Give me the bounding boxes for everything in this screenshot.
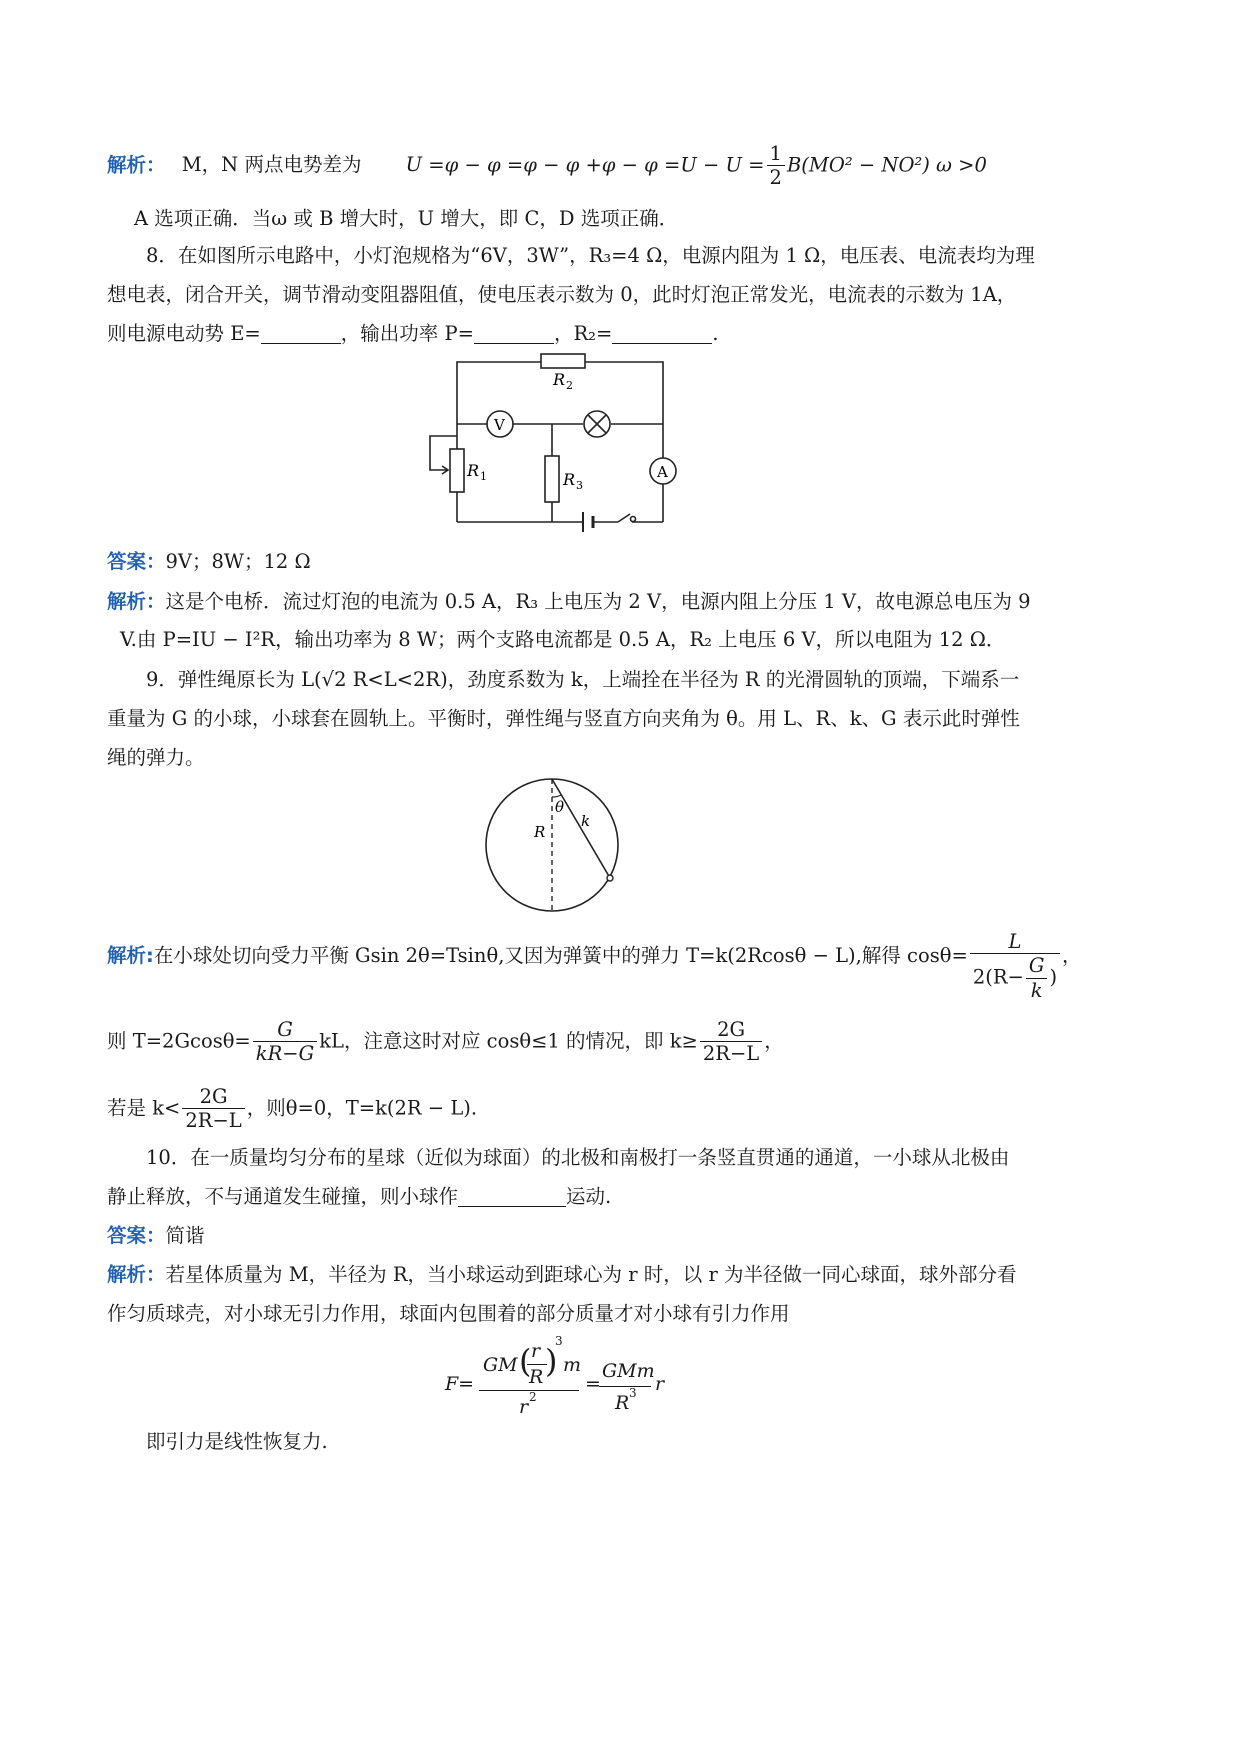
theta-label: θ bbox=[555, 798, 565, 816]
f-r: r bbox=[531, 1340, 541, 1362]
ring-figure bbox=[480, 770, 630, 920]
frac3-den: 2R−L bbox=[702, 1042, 760, 1066]
q10-analysis bbox=[107, 1253, 1147, 1297]
ammeter-label: A bbox=[657, 463, 668, 481]
q8-r2-label: ，R₂= bbox=[553, 322, 613, 345]
f-paren-left: ( bbox=[519, 1342, 532, 1380]
f-exp3: 3 bbox=[555, 1334, 563, 1348]
q10-line2-b: 运动. bbox=[566, 1185, 612, 1208]
formula-half bbox=[767, 142, 785, 190]
half-den: 2 bbox=[769, 166, 782, 190]
formula-right: B(MO² − NO²) ω >0 bbox=[786, 153, 987, 177]
q10-conclusion: 即引力是线性恢复力. bbox=[146, 1430, 328, 1453]
tension-fraction bbox=[253, 1018, 317, 1066]
frac2-num: G bbox=[253, 1018, 317, 1042]
tension-expr-a: 则 T=2Gcosθ= bbox=[107, 1029, 251, 1053]
q8-line1: 8．在如图所示电路中，小灯泡规格为“6V，3W”，R₃=4 Ω，电源内阻为 1 Ω，电压表、电流表均为理 bbox=[146, 244, 1035, 267]
r1-label: R bbox=[467, 461, 480, 480]
answer-label: 答案： bbox=[107, 1224, 166, 1247]
frac1-den-b: ) bbox=[1049, 965, 1058, 989]
cos-theta-fraction bbox=[970, 930, 1060, 1002]
r2-sub: 2 bbox=[566, 379, 573, 392]
q10-line1: 10．在一质量均匀分布的星球（近似为球面）的北极和南极打一条竖直贯通的通道，一小球从北极由 bbox=[146, 1146, 1010, 1169]
r2-label: R bbox=[553, 370, 566, 389]
f-lhs: F= bbox=[445, 1373, 475, 1395]
tension-expr-c: ， bbox=[764, 1029, 784, 1053]
f-bar2 bbox=[599, 1386, 651, 1387]
angle-arc bbox=[552, 795, 561, 797]
q9-line1: 9．弹性绳原长为 L(√2 R<L<2R)，劲度系数为 k，上端拴在半径为 R 的光滑圆轨的顶端，下端系一 bbox=[146, 668, 1020, 691]
r1-resistor bbox=[450, 449, 464, 492]
r3-label: R bbox=[563, 470, 576, 489]
analysis-label: 解析: bbox=[107, 943, 154, 967]
q10-blank[interactable] bbox=[458, 1186, 566, 1207]
q10-answer bbox=[107, 1214, 1107, 1258]
answer-label: 答案： bbox=[107, 550, 166, 573]
frac4-den: 2R−L bbox=[185, 1109, 242, 1133]
analysis-label: 解析： bbox=[107, 590, 166, 613]
q10-answer-text: 简谐 bbox=[165, 1224, 205, 1247]
gravity-formula bbox=[445, 1334, 805, 1430]
g-over-k bbox=[1026, 954, 1048, 1002]
q8-power-label: ，输出功率 P= bbox=[340, 322, 474, 345]
radius-label: R bbox=[534, 823, 546, 841]
q9-analysis-text: 在小球处切向受力平衡 Gsin 2θ=Tsinθ,又因为弹簧中的弹力 T=k(2Rcosθ − L),解得 cosθ= bbox=[153, 943, 968, 967]
small-ball bbox=[607, 875, 613, 881]
f-R: R bbox=[529, 1366, 544, 1388]
tension-expr-b: kL，注意这时对应 cosθ≤1 的情况，即 k≥ bbox=[319, 1029, 698, 1053]
q10-line2-a: 静止释放，不与通道发生碰撞，则小球作 bbox=[107, 1185, 459, 1208]
q10-line2 bbox=[107, 1175, 1107, 1219]
q8-answer bbox=[107, 540, 1107, 584]
q8-answer-text: 9V；8W；12 Ω bbox=[165, 550, 311, 573]
f-den2: R bbox=[615, 1392, 630, 1414]
comma: ， bbox=[1062, 943, 1082, 967]
frac1-den-a: 2(R− bbox=[972, 965, 1024, 989]
r2-resistor bbox=[541, 354, 585, 368]
f-paren-right: ) bbox=[545, 1342, 558, 1380]
top-analysis-line2: A 选项正确．当ω 或 B 增大时，U 增大，即 C，D 选项正确． bbox=[134, 207, 679, 230]
frac1-num: L bbox=[970, 930, 1060, 954]
f-den2-exp: 3 bbox=[629, 1386, 637, 1400]
frac3-num: 2G bbox=[700, 1018, 762, 1042]
analysis-text: M，N 两点电势差为 bbox=[181, 153, 362, 177]
f-inner-bar bbox=[527, 1364, 547, 1365]
frac2-den: kR−G bbox=[255, 1042, 315, 1066]
r3-sub: 3 bbox=[576, 479, 583, 492]
gk-num: G bbox=[1026, 954, 1048, 978]
q9-line2: 重量为 G 的小球，小球套在圆轨上。平衡时，弹性绳与竖直方向夹角为 θ。用 L、R、k、G 表示此时弹性 bbox=[107, 707, 1020, 730]
q8-analysis-line1: 这是个电桥．流过灯泡的电流为 0.5 A，R₃ 上电压为 2 V，电源内阻上分压 1 V，故电源总电压为 9 bbox=[165, 590, 1031, 613]
top-analysis bbox=[107, 142, 1127, 190]
q8-emf-label: 则电源电动势 E= bbox=[107, 322, 261, 345]
q9-line3: 绳的弹力。 bbox=[107, 746, 205, 769]
f-num2: GMm bbox=[602, 1360, 655, 1382]
gk-den: k bbox=[1030, 978, 1043, 1002]
q8-period: . bbox=[712, 322, 719, 345]
analysis-label: 解析： bbox=[107, 1263, 166, 1286]
half-num: 1 bbox=[767, 142, 785, 166]
q9-analysis-line2 bbox=[107, 1018, 1137, 1066]
f-eq: = bbox=[585, 1373, 601, 1395]
f-den-exp: 2 bbox=[529, 1390, 537, 1404]
analysis-label: 解析： bbox=[107, 153, 166, 177]
r3-resistor bbox=[545, 456, 559, 502]
r1-sub: 1 bbox=[480, 470, 487, 483]
case-expr-b: ，则θ=0，T=k(2R − L). bbox=[246, 1096, 478, 1120]
voltmeter-label: V bbox=[494, 416, 505, 434]
q9-analysis-line3 bbox=[107, 1085, 1137, 1133]
q8-analysis-line2: V.由 P=IU − I²R，输出功率为 8 W；两个支路电流都是 0.5 A，R₂ 上电压 6 V，所以电阻为 12 Ω． bbox=[120, 628, 1006, 651]
formula-body: =φ − φ =φ − φ +φ − φ =U − U = bbox=[422, 153, 765, 177]
q10-analysis-line2: 作匀质球壳，对小球无引力作用，球面内包围着的部分质量才对小球有引力作用 bbox=[107, 1302, 790, 1325]
q8-emf-blank[interactable] bbox=[261, 323, 341, 344]
k-bound-fraction bbox=[700, 1018, 762, 1066]
f-tail: r bbox=[655, 1373, 665, 1395]
case-expr-a: 若是 k< bbox=[107, 1096, 181, 1120]
frac1-den bbox=[970, 954, 1060, 1002]
f-den: r bbox=[519, 1396, 529, 1418]
case-fraction bbox=[182, 1085, 244, 1133]
f-gm: GM bbox=[483, 1354, 518, 1376]
formula-u-left: U bbox=[405, 153, 423, 177]
k-label: k bbox=[581, 812, 591, 830]
q9-analysis-line1 bbox=[107, 930, 1137, 1002]
q10-analysis-line1: 若星体质量为 M，半径为 R，当小球运动到距球心为 r 时，以 r 为半径做一同心球面，球外部分看 bbox=[165, 1263, 1017, 1286]
circuit-diagram bbox=[410, 340, 700, 540]
q8-line2: 想电表，闭合开关，调节滑动变阻器阻值，使电压表示数为 0，此时灯泡正常发光，电流表的示数为 1A， bbox=[107, 283, 1017, 306]
frac4-num: 2G bbox=[182, 1085, 244, 1109]
f-m: m bbox=[563, 1354, 582, 1376]
